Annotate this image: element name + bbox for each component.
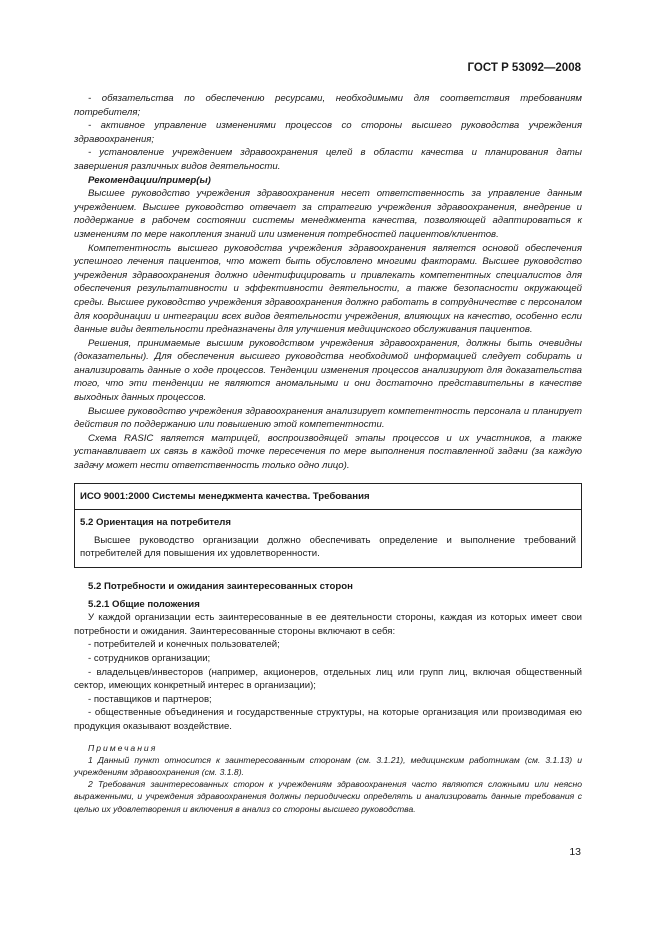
iso-box-text: Высшее руководство организации должно обеспечивать определение и выполнение требований потребителей для повышения их удовлетворенности. — [80, 534, 576, 560]
notes-title: Примечания — [88, 742, 158, 753]
recommendation-paragraph: Компетентность высшего руководства учреждения здравоохранения является основой обеспечения успешного лечения пациентов, что может быть обусловлено многими факторами. Высшее руководство учреждения здравоохранения должно идентифицировать и привлекать компетентных специалистов для обеспечения результативности и эффективности деятельности, а также безопасности окружающей среды. Высшее руководство учреждения здравоохранения должно работать в сотрудничестве с персоналом для координации и интеграции всех видов деятельности учреждения, влияющих на качество, особенно если данные виды деятельности предназначены для улучшения медицинского обслуживания пациентов. — [74, 242, 582, 336]
iso-quote-box — [74, 483, 582, 568]
list-item: - общественные объединения и государственные структуры, на которые организация или производимая ею продукция оказывают воздействие. — [74, 707, 582, 732]
iso-box-section: 5.2 Ориентация на потребителя — [80, 517, 231, 529]
recommendation-paragraph: Высшее руководство учреждения здравоохранения анализирует компетентность персонала и планирует действия по поддержанию или повышению этой компетентности. — [74, 405, 582, 431]
recommendation-paragraph: Высшее руководство учреждения здравоохранения несет ответственность за управление данным учреждением. Высшее руководство отвечает за стратегию учреждения здравоохранения, внедрение и поддержание в рабочем состоянии системы менеджмента качества, позволяющей адаптироваться к изменениям по мере накопления знаний или изменения потребностей пациентов/клиентов. — [74, 188, 582, 240]
list-item: - активное управление изменениями процессов со стороны высшего руководства учреждения здравоохранения; — [74, 120, 582, 145]
note-item: 2 Требования заинтересованных сторон к учреждениям здравоохранения часто являются сложными или неясно выраженными, и учреждения здравоохранения должны периодически определять и анализировать данные требования с целью их удовлетворения и включения в анализ со стороны высшего руководства. — [74, 779, 582, 814]
document-header-code: ГОСТ Р 53092—2008 — [467, 62, 581, 74]
list-item: - поставщиков и партнеров; — [88, 693, 212, 705]
subsection-title: 5.2.1 Общие положения — [88, 598, 200, 610]
note-item: 1 Данный пункт относится к заинтересованным сторонам (см. 3.1.21), медицинским работникам (см. 3.1.13) и учреждениям здравоохранения (см. 3.1.8). — [74, 754, 582, 777]
list-item: - обязательства по обеспечению ресурсами, необходимыми для соответствия требованиям потребителя; — [74, 93, 582, 118]
section-intro: У каждой организации есть заинтересованные в ее деятельности стороны, каждая из которых имеет свои потребности и ожидания. Заинтересованные стороны включают в себя: — [74, 612, 582, 637]
page-content — [74, 92, 582, 815]
page-number: 13 — [569, 846, 581, 858]
iso-box-title: ИСО 9001:2000 Системы менеджмента качества. Требования — [80, 490, 370, 502]
list-item: - сотрудников организации; — [88, 652, 211, 664]
section-title: 5.2 Потребности и ожидания заинтересованных сторон — [88, 581, 353, 592]
list-item: - потребителей и конечных пользователей; — [88, 639, 280, 651]
list-item: - владельцев/инвесторов (например, акционеров, отдельных лиц или групп лиц, включая общественный сектор, имеющих конкретный интерес в организации); — [74, 666, 582, 692]
notes-block — [74, 742, 582, 815]
list-item: - установление учреждением здравоохранения целей в области качества и планирования даты завершения различных видов деятельности. — [74, 147, 582, 172]
recommendation-paragraph: Схема RASIC является матрицей, воспроизводящей этапы процессов и их участников, а также устанавливает их связь в каждой точке пересечения по мере выполнения поставленной задачи (за каждую задачу может нести ответственность только одно лицо). — [74, 432, 582, 472]
recommendation-paragraph: Решения, принимаемые высшим руководством учреждения здравоохранения, должны быть очевидны (доказательны). Для обеспечения высшего руководства необходимой информацией следует собирать и анализировать данные о ходе процессов. Тенденции изменения процессов анализируют для доказательства того, что эти тенденции не являются аномальными и они достаточно представительны в качестве выходных данных процессов. — [74, 337, 582, 404]
divider — [75, 509, 581, 510]
recommendations-title: Рекомендации/пример(ы) — [88, 174, 211, 186]
